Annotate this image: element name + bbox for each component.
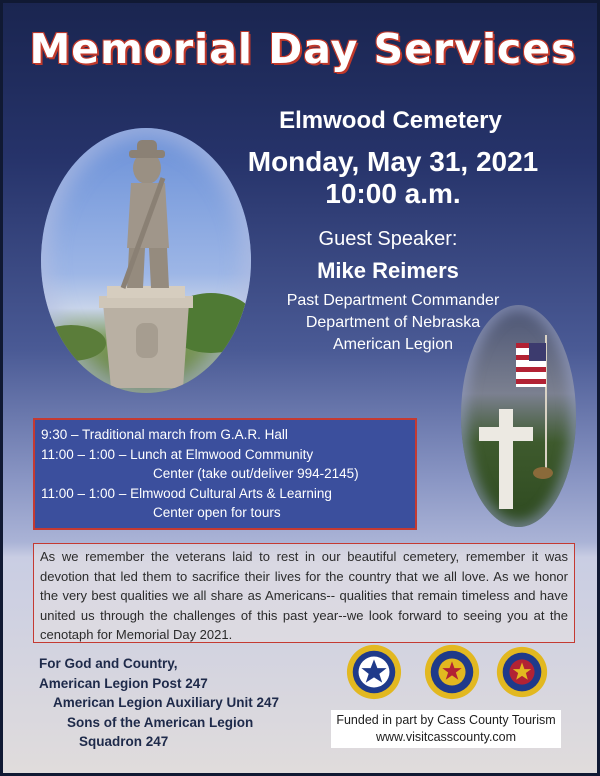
american-legion-emblem: [423, 643, 481, 701]
signoff-line: Sons of the American Legion: [67, 714, 254, 730]
statue-illustration: [41, 128, 251, 393]
memorial-message: As we remember the veterans laid to rest in our beautiful cemetery, remember it was devotion that led them to sacrifice their lives for the country that we all love. As we honor the very best qualities we all share as Americans-- qualities that remain timeless and have united us through the challenges of this past year--we look forward to seeing you at the cenotaph for Memorial Day 2021.: [33, 543, 575, 643]
location: Elmwood Cemetery: [279, 107, 502, 134]
emblem-row: [333, 643, 578, 703]
credential-line: American Legion: [332, 336, 454, 353]
signoff: [39, 654, 279, 752]
signoff-line: American Legion Post 247: [39, 675, 208, 691]
guest-speaker-label: Guest Speaker:: [318, 228, 458, 250]
flag-and-cross-photo: [461, 305, 576, 527]
soldier-statue-photo: [41, 128, 251, 393]
schedule-item: Center open for tours: [153, 505, 281, 520]
schedule-item: Center (take out/deliver 994-2145): [153, 466, 359, 481]
schedule-item: 11:00 – 1:00 – Elmwood Cultural Arts & Learning: [41, 485, 332, 501]
signoff-line: Squadron 247: [79, 734, 169, 749]
signoff-line: American Legion Auxiliary Unit 247: [53, 695, 280, 710]
title-text: Memorial Day Services: [29, 25, 577, 73]
signoff-line: For God and Country,: [39, 656, 178, 671]
funding-website: www.visitcasscounty.com: [375, 730, 517, 744]
funding-line: Funded in part by Cass County Tourism: [336, 713, 556, 727]
schedule-item: 11:00 – 1:00 – Lunch at Elmwood Community: [41, 446, 314, 462]
credential-line: Past Department Commander: [286, 292, 500, 309]
legion-auxiliary-emblem: [345, 643, 403, 701]
event-date: Monday, May 31, 2021: [247, 146, 539, 177]
flag-cross-illustration: [461, 305, 576, 527]
speaker-name: Mike Reimers: [317, 258, 459, 283]
event-datetime: [203, 146, 583, 210]
sons-of-legion-emblem: [493, 643, 551, 701]
funding-notice: [331, 710, 561, 748]
event-time: 10:00 a.m.: [325, 178, 461, 209]
schedule-item: 9:30 – Traditional march from G.A.R. Hall: [41, 427, 288, 442]
schedule-box: [33, 418, 417, 530]
credential-line: Department of Nebraska: [305, 314, 481, 331]
page-title: [3, 25, 600, 73]
